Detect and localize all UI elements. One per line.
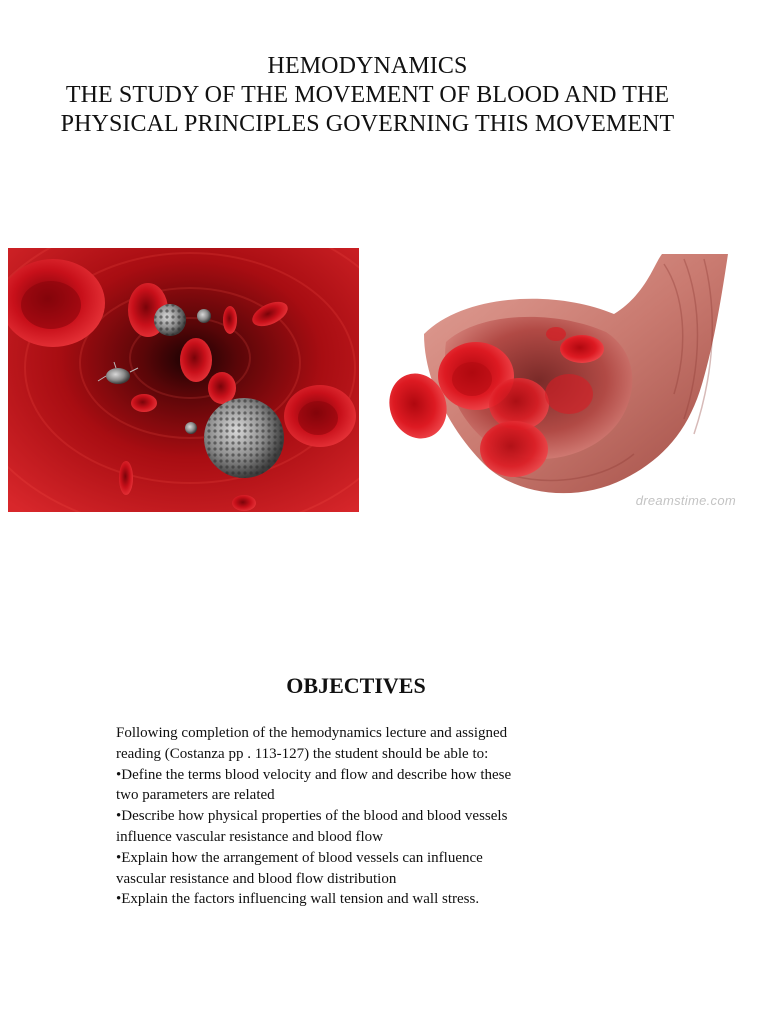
objectives-line: influence vascular resistance and blood flow [116, 828, 383, 845]
objectives-line: vascular resistance and blood flow distribution [116, 870, 397, 887]
title-line-2: THE STUDY OF THE MOVEMENT OF BLOOD AND THE [65, 82, 670, 108]
blood-vessel-interior-illustration-icon [8, 248, 359, 512]
blood-vessel-cutaway-illustration-icon [384, 254, 748, 516]
title-line-1: HEMODYNAMICS [267, 53, 468, 79]
objectives-line: •Explain how the arrangement of blood vessels can influence [116, 849, 483, 866]
objectives-line: two parameters are related [116, 787, 275, 804]
objectives-line: •Describe how physical properties of the blood and blood vessels [116, 808, 508, 825]
blood-vessel-cutaway-image [384, 254, 748, 516]
objectives-list [116, 723, 586, 910]
blood-vessel-interior-image [8, 248, 359, 512]
objectives-line: •Define the terms blood velocity and flow and describe how these [116, 766, 512, 783]
objectives-line: •Explain the factors influencing wall tension and wall stress. [116, 891, 480, 908]
objectives-line: reading (Costanza pp . 113-127) the student should be able to: [116, 745, 489, 762]
title-line-3: PHYSICAL PRINCIPLES GOVERNING THIS MOVEMENT [60, 111, 675, 137]
watermark: dreamstime.com [635, 493, 736, 508]
document-title [0, 52, 735, 139]
objectives-line: Following completion of the hemodynamics lecture and assigned [116, 725, 508, 741]
objectives-heading: OBJECTIVES [286, 673, 426, 698]
